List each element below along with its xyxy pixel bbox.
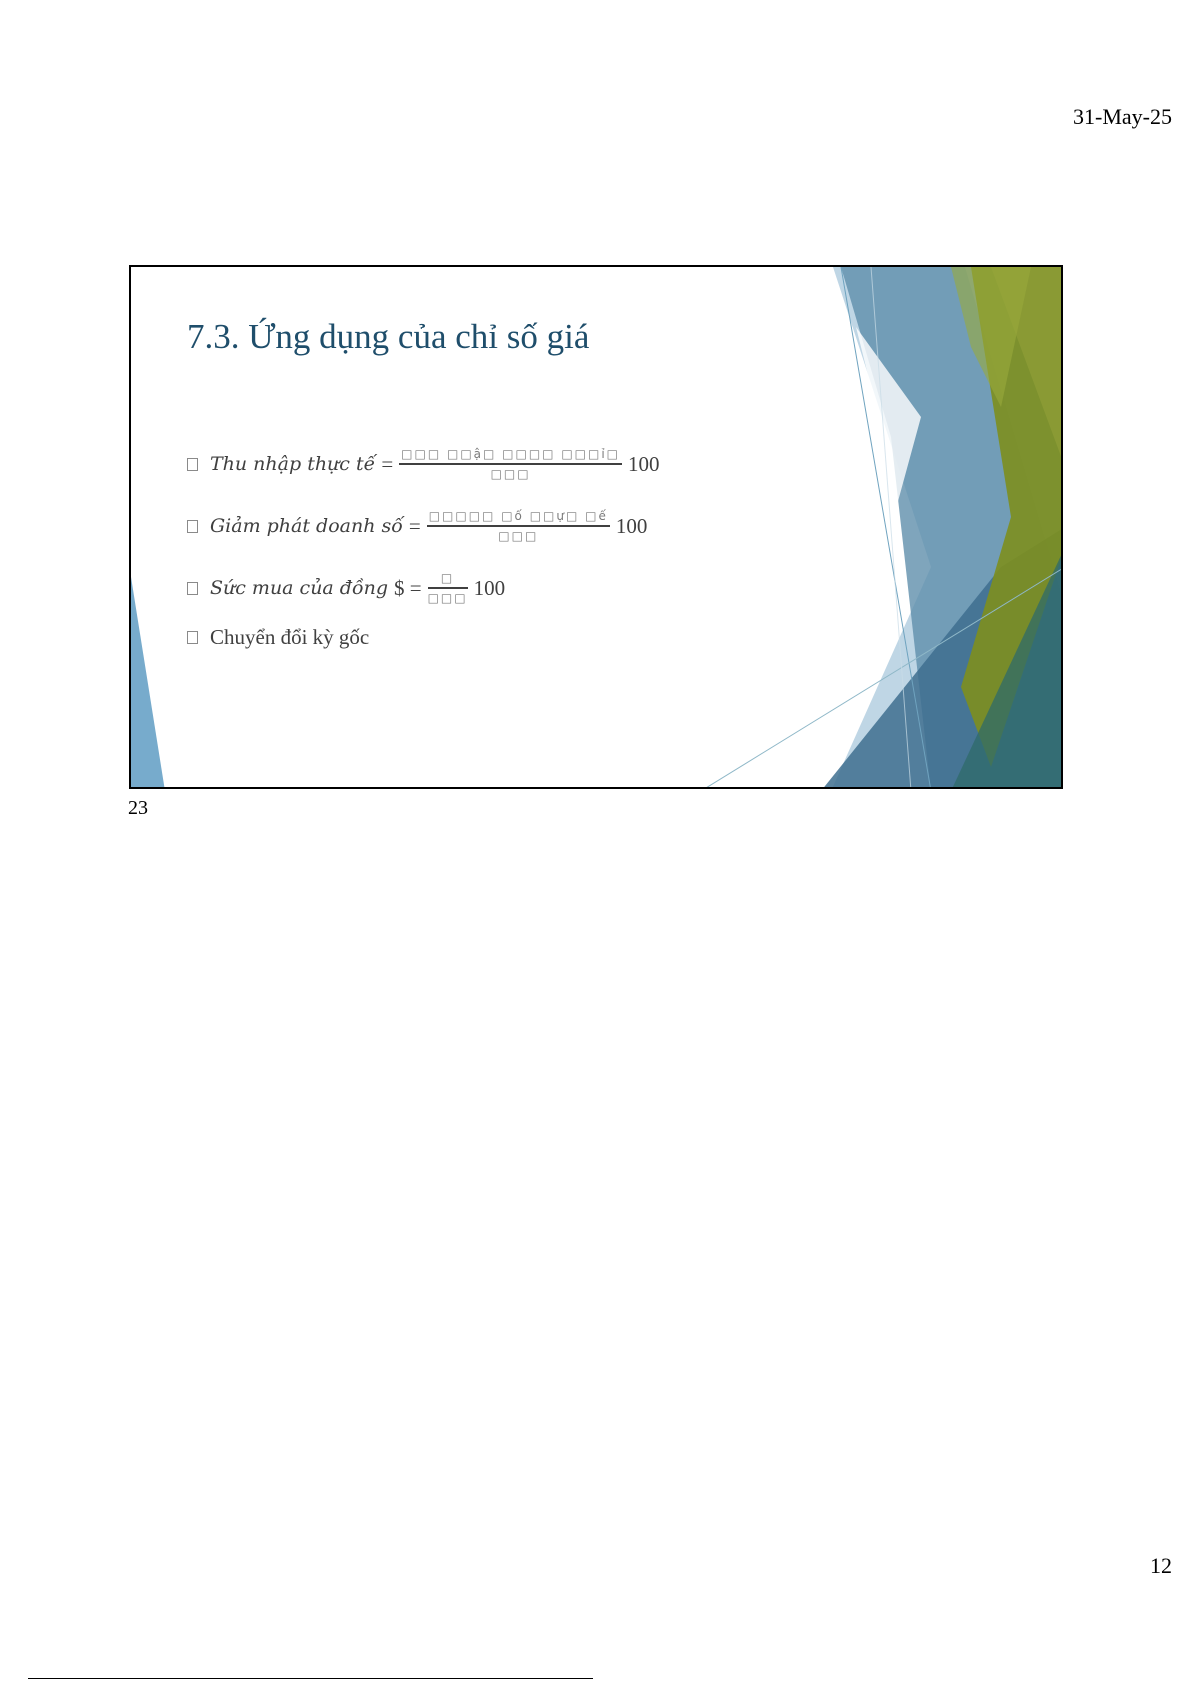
bullet-purchasing-power <box>187 571 505 605</box>
formula-fraction <box>399 447 622 481</box>
fraction-denominator: □□□ <box>498 529 539 543</box>
slide-number: 23 <box>128 797 148 819</box>
square-bullet-icon <box>187 582 198 595</box>
formula-factor: 100 <box>473 575 506 600</box>
slide-title: 7.3. Ứng dụng của chỉ số giá <box>187 317 590 356</box>
formula-fraction <box>428 571 468 605</box>
formula-factor: 100 <box>628 451 660 476</box>
fraction-denominator: □□□ <box>490 467 531 481</box>
fraction-bar <box>428 587 468 589</box>
slide <box>129 265 1063 789</box>
fraction-numerator: □□□□□ □ố □□ự□ □ế <box>428 509 608 523</box>
bullet-text: Chuyển đổi kỳ gốc <box>210 625 370 649</box>
formula-factor: 100 <box>615 513 648 538</box>
header-date: 31-May-25 <box>1073 104 1172 129</box>
footer-rule <box>28 1678 593 1679</box>
fraction-bar <box>399 463 622 465</box>
fraction-numerator: □ <box>440 571 455 585</box>
formula-equals: = <box>381 451 394 476</box>
fraction-numerator: □□□ □□ậ□ □□□□ □□□ỉ□ <box>401 447 621 461</box>
bullet-base-conversion <box>187 625 369 650</box>
formula-fraction <box>427 509 610 543</box>
formula-label: Sức mua của đồng <box>210 577 388 599</box>
formula-equals: $ = <box>394 575 422 600</box>
square-bullet-icon <box>187 520 198 533</box>
formula-equals: = <box>408 513 421 538</box>
bullet-sales-deflation <box>187 509 647 543</box>
formula-label: Giảm phát doanh số <box>210 515 403 537</box>
page-number: 12 <box>1150 1553 1172 1578</box>
formula-label: Thu nhập thực tế <box>210 453 376 475</box>
fraction-denominator: □□□ <box>427 591 468 605</box>
bullet-real-income <box>187 447 660 481</box>
fraction-bar <box>427 525 610 527</box>
square-bullet-icon <box>187 631 198 644</box>
square-bullet-icon <box>187 458 198 471</box>
